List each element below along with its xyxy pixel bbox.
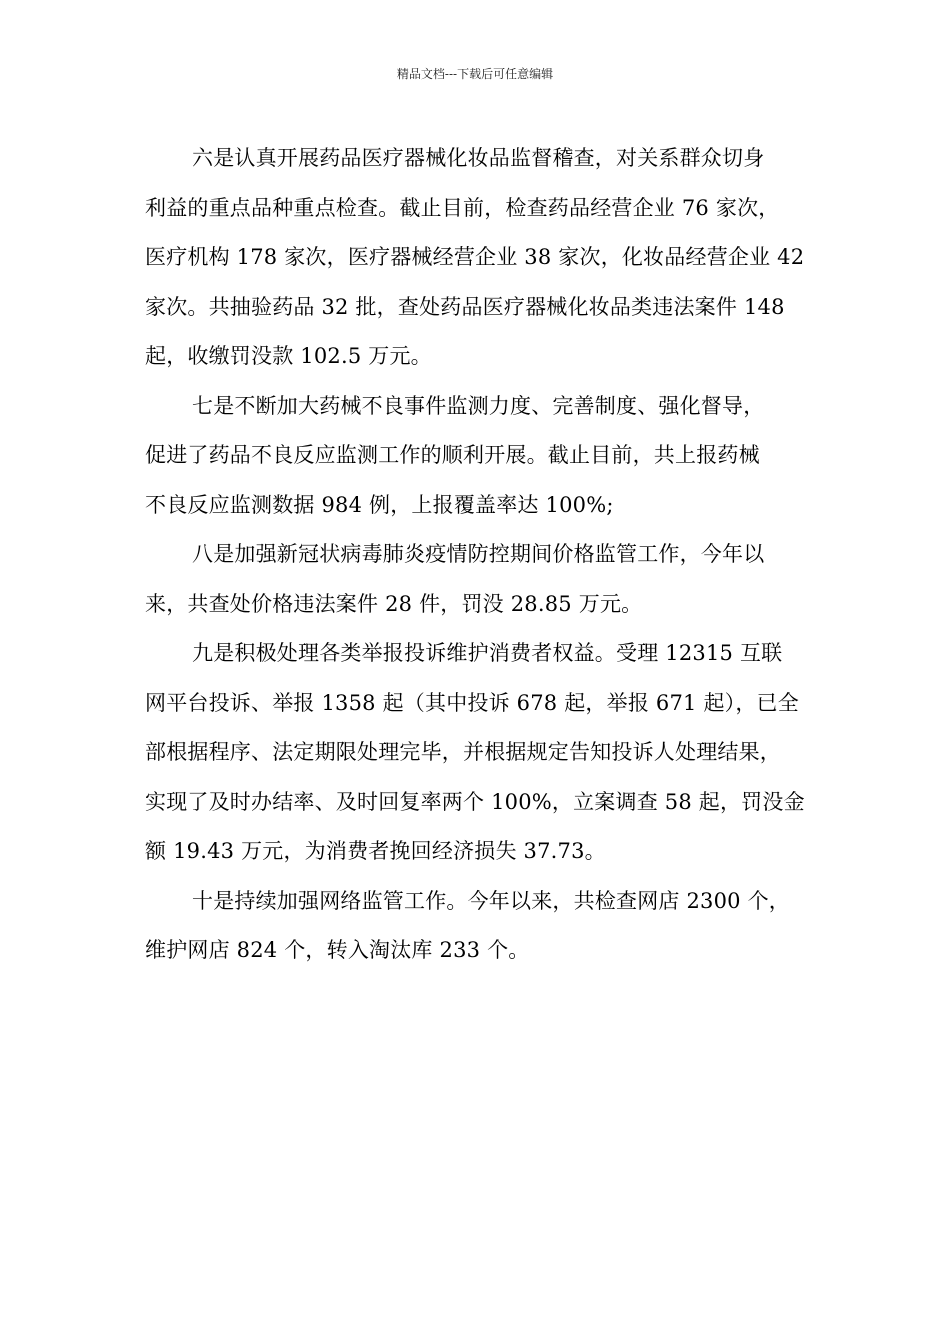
document-body xyxy=(145,134,810,976)
paragraph-line: 十是持续加强网络监管工作。今年以来，共检查网店 2300 个， xyxy=(192,888,790,913)
paragraph-line: 额 19.43 万元，为消费者挽回经济损失 37.73。 xyxy=(145,839,606,863)
paragraph-line: 实现了及时办结率、及时回复率两个 100%，立案调查 58 起，罚没金 xyxy=(145,789,805,814)
paragraph-line: 七是不断加大药械不良事件监测力度、完善制度、强化督导， xyxy=(192,393,765,418)
paragraph-item-10 xyxy=(145,877,810,976)
paragraph-line: 网平台投诉、举报 1358 起（其中投诉 678 起，举报 671 起），已全 xyxy=(145,690,799,715)
paragraph-line: 维护网店 824 个，转入淘汰库 233 个。 xyxy=(145,938,530,962)
paragraph-line: 部根据程序、法定期限处理完毕，并根据规定告知投诉人处理结果， xyxy=(145,740,781,764)
paragraph-line: 家次。共抽验药品 32 批，查处药品医疗器械化妆品类违法案件 148 xyxy=(145,294,785,319)
paragraph-line: 促进了药品不良反应监测工作的顺利开展。截止目前，共上报药械 xyxy=(145,443,760,467)
paragraph-line: 来，共查处价格违法案件 28 件，罚没 28.85 万元。 xyxy=(145,591,643,616)
paragraph-line: 不良反应监测数据 984 例，上报覆盖率达 100%; xyxy=(145,492,614,517)
paragraph-line: 九是积极处理各类举报投诉维护消费者权益。受理 12315 互联 xyxy=(192,641,783,665)
page-header: 精品文档---下载后可任意编辑 xyxy=(396,67,554,81)
paragraph-line: 起，收缴罚没款 102.5 万元。 xyxy=(145,344,432,368)
paragraph-item-6 xyxy=(145,134,810,382)
paragraph-line: 医疗机构 178 家次，医疗器械经营企业 38 家次，化妆品经营企业 42 xyxy=(145,245,805,269)
paragraph-line: 八是加强新冠状病毒肺炎疫情防控期间价格监管工作，今年以 xyxy=(192,542,765,566)
paragraph-line: 六是认真开展药品医疗器械化妆品监督稽查，对关系群众切身 xyxy=(192,146,765,170)
paragraph-item-7 xyxy=(145,382,810,531)
paragraph-item-9 xyxy=(145,629,810,877)
paragraph-line: 利益的重点品种重点检查。截止目前，检查药品经营企业 76 家次， xyxy=(145,195,780,220)
paragraph-item-8 xyxy=(145,530,810,629)
